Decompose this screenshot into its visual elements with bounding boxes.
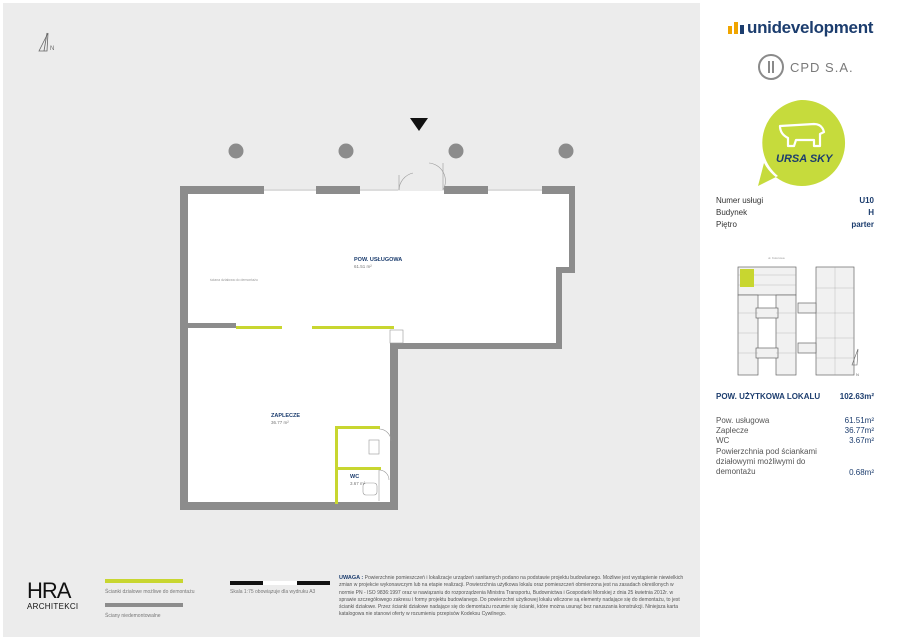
info-sidebar — [700, 0, 905, 640]
partner-logo — [758, 53, 854, 81]
info-row: Numer usługi U10 — [716, 196, 874, 205]
area-row: Zaplecze 36.77m² — [716, 426, 874, 435]
entrance-marker-icon — [410, 118, 428, 131]
north-label: N — [50, 46, 55, 52]
north-arrow-icon — [39, 33, 48, 51]
developer-logo — [728, 18, 873, 38]
unidevelopment-mark-icon — [728, 20, 744, 34]
room-area-wc: 3.67 m² — [350, 481, 366, 486]
room-label-wc: WC — [350, 474, 360, 480]
ursa-sky-logo — [756, 98, 846, 188]
floor-plan — [3, 3, 700, 637]
total-area: POW. UŻYTKOWA LOKALU 102.63m² — [716, 392, 874, 401]
key-plan-buildings — [738, 267, 854, 375]
info-row: Piętro parter — [716, 220, 874, 229]
cpd-emblem-icon — [758, 54, 784, 80]
developer-name: unidevelopment — [747, 18, 874, 37]
disclaimer — [339, 575, 684, 619]
area-row: Pow. usługowa 61.51m² — [716, 416, 874, 425]
plan-note: ściana działowa do demontażu — [210, 278, 258, 282]
disclaimer-title: UWAGA : — [339, 575, 364, 581]
architect-name: HRA — [27, 578, 71, 603]
legend-removable-label: Ścianki działowe możliwe do demontażu — [105, 589, 195, 595]
key-plan-highlight — [740, 269, 754, 287]
partner-name: CPD S.A. — [790, 59, 854, 75]
room-label-backroom: ZAPLECZE — [271, 413, 301, 419]
project-name: URSA SKY — [776, 153, 833, 165]
key-plan-north-label: N — [856, 372, 859, 377]
disclaimer-text: Powierzchnie pomieszczeń i lokalizacje urządzeń sanitarnych podano na podstawie projektu budowlanego. Możliwe jest wystąpienie niewielkich zmian w projekcie wykonawczym lub na etapie realizacji. Powierzchnia użytkowa lokalu oraz pomieszczeń obmierzona jest na zasadach określonych w normie PN - ISO 9836:1997 oraz w nawiązaniu do rozporządzenia Ministra Transportu, Budownictwa i Gospodarki Morskiej z dnia 25 kwietnia 2012r. w sprawie szczegółowego zakresu i formy projektu budowlanego. Do powierzchni użytkowej lokalu wliczone są elementy nadające się do demontażu, to jest ścianki działowe. Przez ścianki działowe nadające się do demontażu rozumie się ścianki, które można usunąć bez naruszania konstrukcji. Niniejsza karta katalogowa nie stanowi oferty w rozumieniu przepisów Kodeksu Cywilnego. — [339, 575, 684, 618]
legend-fixed-label: Ściany niedemontowalne — [105, 613, 161, 619]
room-label-service: POW. USŁUGOWA — [354, 257, 403, 263]
area-row: WC 3.67m² — [716, 436, 874, 445]
column — [229, 144, 244, 159]
area-row: Powierzchnia pod ściankami działowymi możliwymi do demontażu 0.68m² — [716, 447, 874, 477]
column — [339, 144, 354, 159]
entrance-door — [399, 163, 445, 190]
architect-subtitle: ARCHITEKCI — [27, 602, 79, 611]
scale-note: Skala 1:75 obowiązuje dla wydruku A3 — [230, 589, 316, 595]
column — [559, 144, 574, 159]
room-area-backroom: 36.77 m² — [271, 420, 289, 425]
room-area-service: 61.51 m² — [354, 264, 372, 269]
info-row: Budynek H — [716, 208, 874, 217]
key-plan — [728, 253, 868, 381]
floor-plan-area — [3, 3, 700, 637]
column — [449, 144, 464, 159]
key-plan-street: ul. Kolorowa — [768, 256, 785, 260]
scale-bar — [230, 581, 330, 585]
architect-logo — [27, 580, 78, 611]
legend-removable-swatch — [105, 579, 183, 583]
legend-fixed-swatch — [105, 603, 183, 607]
